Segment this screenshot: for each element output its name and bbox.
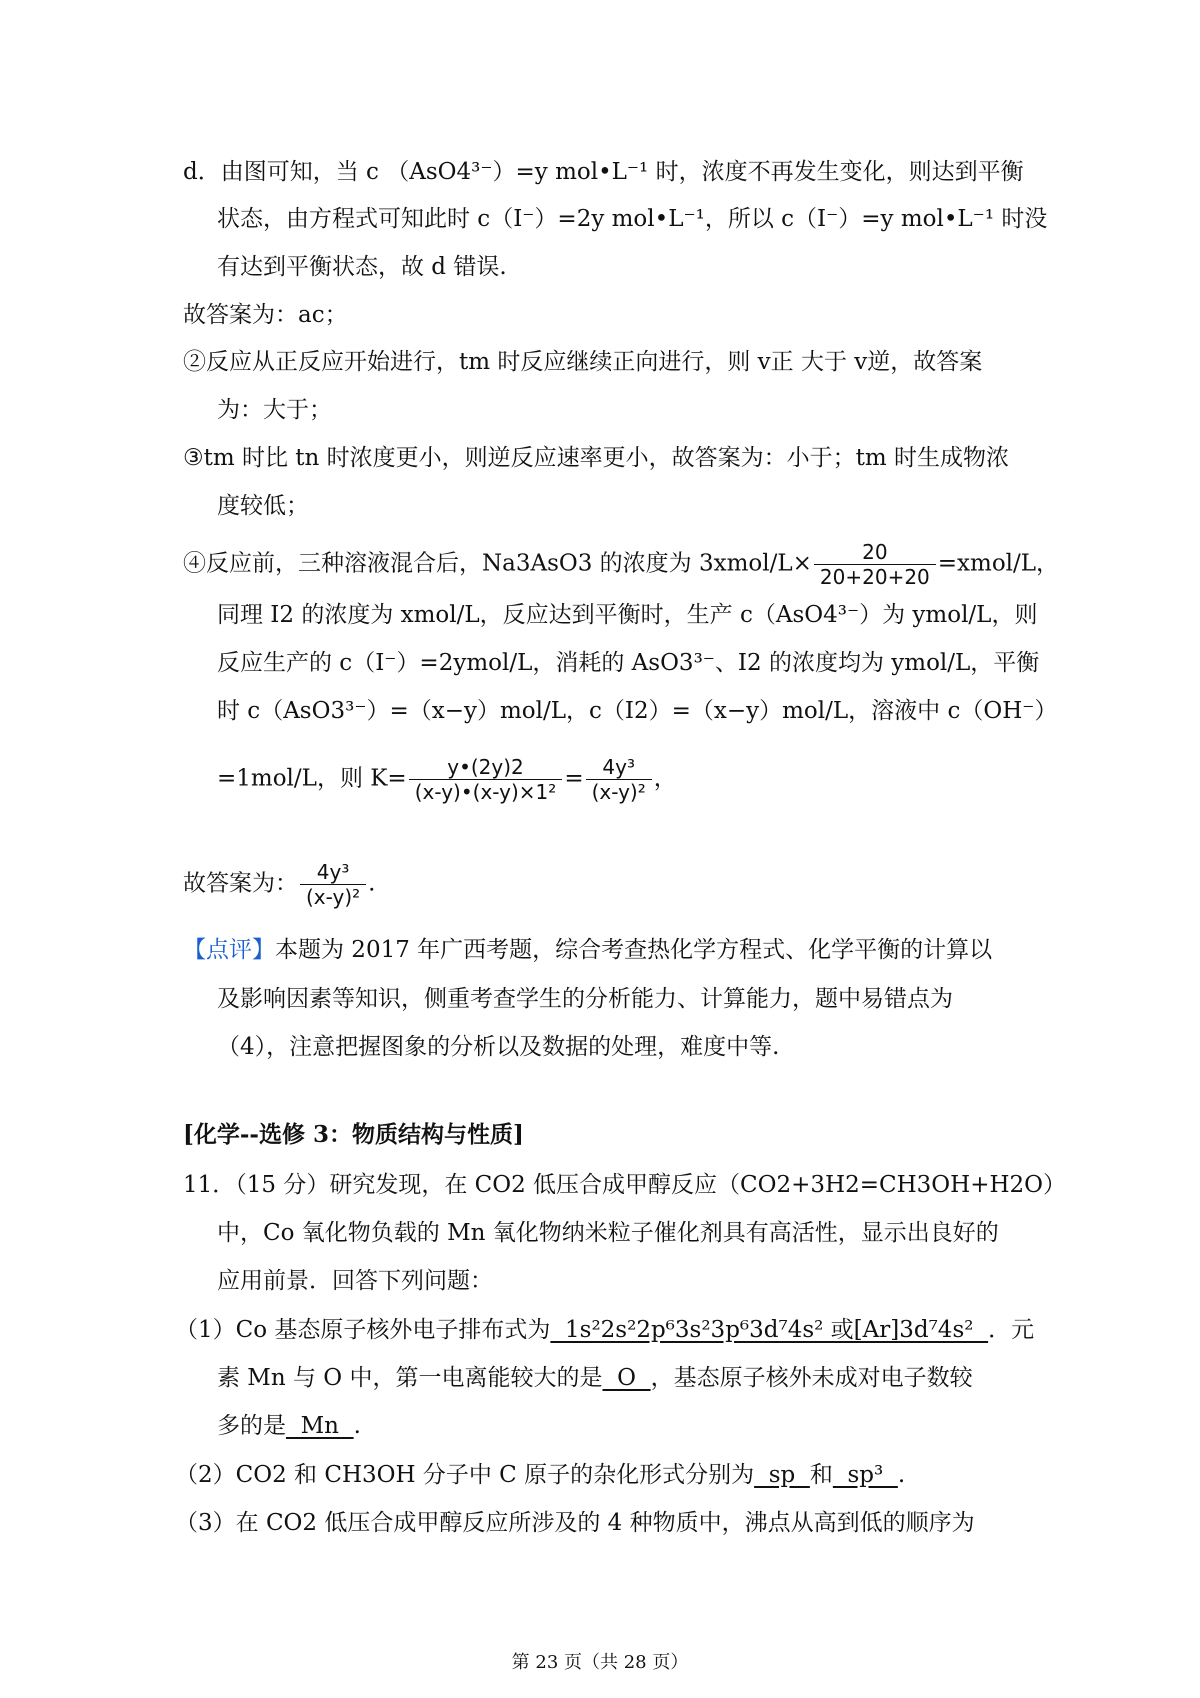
p1-line3 bbox=[217, 1411, 361, 1441]
fraction-numerator: 20 bbox=[814, 540, 936, 565]
answer-k-tail: . bbox=[368, 870, 376, 897]
section-title: [化学--选修 3：物质结构与性质] bbox=[183, 1121, 524, 1148]
q11-line3: 应用前景．回答下列问题： bbox=[217, 1268, 493, 1294]
answer-ac: 故答案为：ac； bbox=[183, 302, 348, 328]
fraction-numerator: 4y³ bbox=[586, 755, 652, 780]
comment-line2: 及影响因素等知识，侧重考查学生的分析能力、计算能力，题中易错点为 bbox=[217, 986, 953, 1012]
answer-electron-config: 1s²2s²2p⁶3s²3p⁶3d⁷4s² 或[Ar]3d⁷4s² bbox=[550, 1317, 989, 1343]
fraction-k-result bbox=[586, 755, 652, 804]
q4-line5-tail: ， bbox=[653, 765, 677, 792]
q3-line1: ③tm 时比 tn 时浓度更小，则逆反应速率更小，故答案为：小于；tm 时生成物浓 bbox=[183, 445, 1010, 471]
q4-line1-tail: =xmol/L， bbox=[937, 550, 1060, 577]
answer-hybrid-ch3oh: sp³ bbox=[832, 1462, 898, 1488]
para-d-line3: 有达到平衡状态，故 d 错误. bbox=[217, 254, 507, 280]
q4-line5 bbox=[217, 755, 677, 804]
p2-tail: . bbox=[897, 1462, 906, 1488]
q11-line2: 中，Co 氧化物负载的 Mn 氧化物纳米粒子催化剂具有高活性，显示出良好的 bbox=[217, 1220, 999, 1246]
fraction-numerator: 4y³ bbox=[300, 860, 366, 885]
p1-line1-tail: ．元 bbox=[988, 1317, 1035, 1343]
fraction-answer bbox=[300, 860, 366, 909]
p1-line2-tail: ，基态原子核外未成对电子数较 bbox=[650, 1365, 973, 1391]
answer-k bbox=[183, 860, 375, 909]
p2-text: （2）CO2 和 CH3OH 分子中 C 原子的杂化形式分别为 bbox=[175, 1462, 755, 1488]
q4-line1-text: ④反应前，三种溶液混合后，Na3AsO3 的浓度为 3xmol/L× bbox=[183, 550, 812, 577]
answer-hybrid-co2: sp bbox=[754, 1462, 810, 1488]
fraction-concentration bbox=[814, 540, 936, 589]
comment-line3: （4），注意把握图象的分析以及数据的处理，难度中等. bbox=[217, 1034, 780, 1060]
p1-line3-tail: . bbox=[353, 1413, 361, 1439]
fraction-denominator: 20+20+20 bbox=[819, 565, 930, 589]
equals-sign: = bbox=[564, 765, 584, 792]
p1-line1-text: （1）Co 基态原子核外电子排布式为 bbox=[175, 1317, 551, 1343]
q4-line2: 同理 I2 的浓度为 xmol/L，反应达到平衡时，生产 c（AsO4³⁻）为 ymol/L，则 bbox=[217, 602, 1038, 628]
answer-unpaired: Mn bbox=[286, 1413, 354, 1439]
answer-ionization: O bbox=[602, 1365, 651, 1391]
q4-line3: 反应生产的 c（I⁻）=2ymol/L，消耗的 AsO3³⁻、I2 的浓度均为 ymol/L，平衡 bbox=[217, 650, 1040, 676]
p1-line2-text: 素 Mn 与 O 中，第一电离能较大的是 bbox=[217, 1365, 603, 1391]
q2-line1: ②反应从正反应开始进行，tm 时反应继续正向进行，则 v正 大于 v逆，故答案 bbox=[183, 349, 983, 375]
q11-line1: 11．（15 分）研究发现，在 CO2 低压合成甲醇反应（CO2+3H2=CH3OH+H2O） bbox=[183, 1172, 1067, 1198]
answer-k-label: 故答案为： bbox=[183, 870, 298, 897]
p2-line bbox=[175, 1460, 905, 1490]
p1-line2 bbox=[217, 1363, 973, 1393]
q3-line2: 度较低； bbox=[217, 493, 309, 519]
page-footer: 第 23 页（共 28 页） bbox=[511, 1652, 689, 1673]
q2-line2: 为：大于； bbox=[217, 397, 332, 423]
fraction-denominator: (x-y)•(x-y)×1² bbox=[414, 780, 557, 804]
fraction-numerator: y•(2y)2 bbox=[409, 755, 563, 780]
q4-line4: 时 c（AsO3³⁻）=（x−y）mol/L，c（I2）=（x−y）mol/L，溶液中 c（OH⁻） bbox=[217, 698, 1058, 724]
q4-line1 bbox=[183, 540, 1059, 589]
para-d-line1: d．由图可知，当 c （AsO4³⁻）=y mol•L⁻¹ 时，浓度不再发生变化，则达到平衡 bbox=[183, 159, 1024, 185]
para-d-line2: 状态，由方程式可知此时 c（I⁻）=2y mol•L⁻¹，所以 c（I⁻）=y mol•L⁻¹ 时没 bbox=[217, 206, 1048, 232]
fraction-denominator: (x-y)² bbox=[591, 780, 646, 804]
fraction-k-expression bbox=[409, 755, 563, 804]
p1-line1 bbox=[175, 1315, 1034, 1345]
comment-text: 本题为 2017 年广西考题，综合考查热化学方程式、化学平衡的计算以 bbox=[275, 937, 993, 963]
p1-line3-text: 多的是 bbox=[217, 1413, 286, 1439]
q4-line5-text: =1mol/L，则 K= bbox=[217, 765, 407, 792]
p2-mid: 和 bbox=[809, 1462, 833, 1488]
p3-line: （3）在 CO2 低压合成甲醇反应所涉及的 4 种物质中，沸点从高到低的顺序为 bbox=[175, 1510, 975, 1536]
comment-line1 bbox=[183, 935, 992, 965]
fraction-denominator: (x-y)² bbox=[306, 885, 361, 909]
comment-tag: 【点评】 bbox=[183, 937, 275, 963]
